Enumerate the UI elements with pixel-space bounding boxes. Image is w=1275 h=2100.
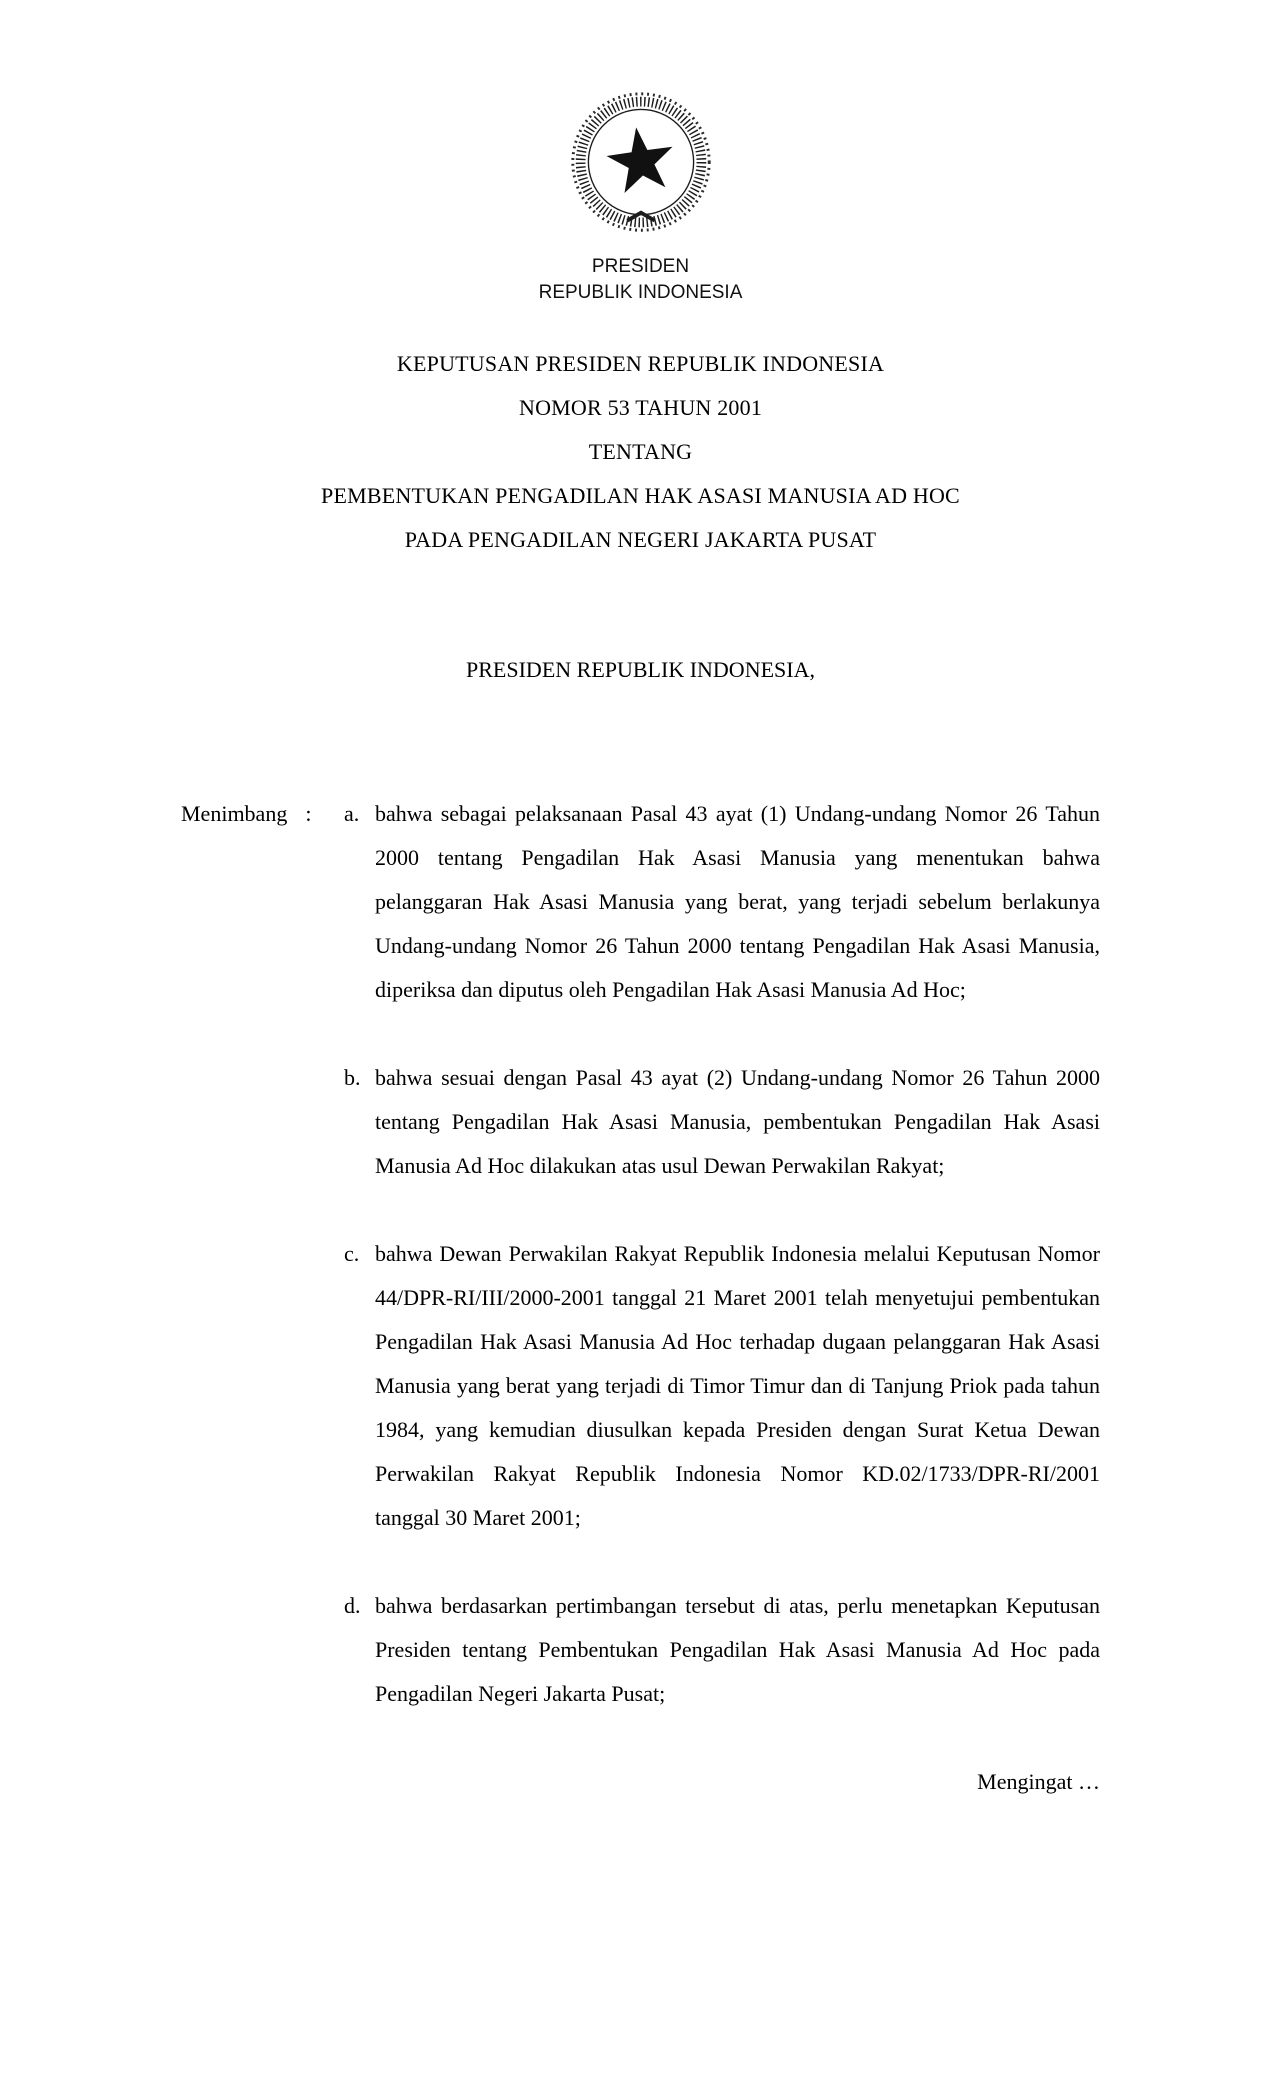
authority-line-republik-indonesia: REPUBLIK INDONESIA — [538, 282, 743, 303]
salutation-line: PRESIDEN REPUBLIK INDONESIA, — [466, 657, 815, 682]
menimbang-items — [344, 792, 1100, 1716]
menimbang-label — [181, 792, 311, 836]
decree-subject-line-2: PADA PENGADILAN NEGERI JAKARTA PUSAT — [404, 527, 877, 552]
item-marker: a. — [344, 801, 360, 826]
item-marker: d. — [344, 1593, 361, 1618]
catchword-mengingat: Mengingat … — [977, 1769, 1100, 1794]
star-icon — [603, 123, 678, 195]
decree-subject-line-1: PEMBENTUKAN PENGADILAN HAK ASASI MANUSIA AD HOC — [321, 483, 960, 508]
authority-line-presiden: PRESIDEN — [591, 256, 690, 277]
decree-tentang-line: TENTANG — [588, 439, 693, 464]
menimbang-label-text: Menimbang — [181, 801, 288, 826]
emblem-svg — [563, 88, 719, 240]
menimbang-colon: : — [305, 801, 312, 826]
presidential-star-wreath-emblem — [563, 88, 719, 240]
issuing-authority — [181, 254, 1100, 306]
decree-title-line-1: KEPUTUSAN PRESIDEN REPUBLIK INDONESIA — [396, 351, 885, 376]
item-marker: c. — [344, 1241, 360, 1266]
menimbang-section — [181, 792, 1100, 1716]
considering-item — [344, 1232, 1100, 1540]
decree-number-line: NOMOR 53 TAHUN 2001 — [518, 395, 763, 420]
item-text: bahwa sesuai dengan Pasal 43 ayat (2) Undang-undang Nomor 26 Tahun 2000 tentang Pengadilan Hak Asasi Manusia, pembentukan Pengadilan Hak Asasi Manusia Ad Hoc dilakukan atas usul Dewan Perwakilan Rakyat; — [375, 1065, 1100, 1178]
item-text: bahwa sebagai pelaksanaan Pasal 43 ayat (1) Undang-undang Nomor 26 Tahun 2000 tentang Pengadilan Hak Asasi Manusia yang menentukan bahwa pelanggaran Hak Asasi Manusia yang berat, yang terjadi sebelum berlakunya Undang-undang Nomor 26 Tahun 2000 tentang Pengadilan Hak Asasi Manusia, diperiksa dan diputus oleh Pengadilan Hak Asasi Manusia Ad Hoc; — [375, 801, 1100, 1002]
considering-item — [344, 792, 1100, 1012]
item-text: bahwa Dewan Perwakilan Rakyat Republik Indonesia melalui Keputusan Nomor 44/DPR-RI/III/2000-2001 tanggal 21 Maret 2001 telah menyetujui pembentukan Pengadilan Hak Asasi Manusia Ad Hoc terhadap dugaan pelanggaran Hak Asasi Manusia yang berat yang terjadi di Timor Timur dan di Tanjung Priok pada tahun 1984, yang kemudian diusulkan kepada Presiden dengan Surat Ketua Dewan Perwakilan Rakyat Republik Indonesia Nomor KD.02/1733/DPR-RI/2001 tanggal 30 Maret 2001; — [375, 1241, 1100, 1530]
decree-title-block — [181, 342, 1100, 562]
considering-item — [344, 1056, 1100, 1188]
item-text: bahwa berdasarkan pertimbangan tersebut di atas, perlu menetapkan Keputusan Presiden tentang Pembentukan Pengadilan Hak Asasi Manusia Ad Hoc pada Pengadilan Negeri Jakarta Pusat; — [375, 1593, 1100, 1706]
item-marker: b. — [344, 1065, 361, 1090]
considering-item — [344, 1584, 1100, 1716]
